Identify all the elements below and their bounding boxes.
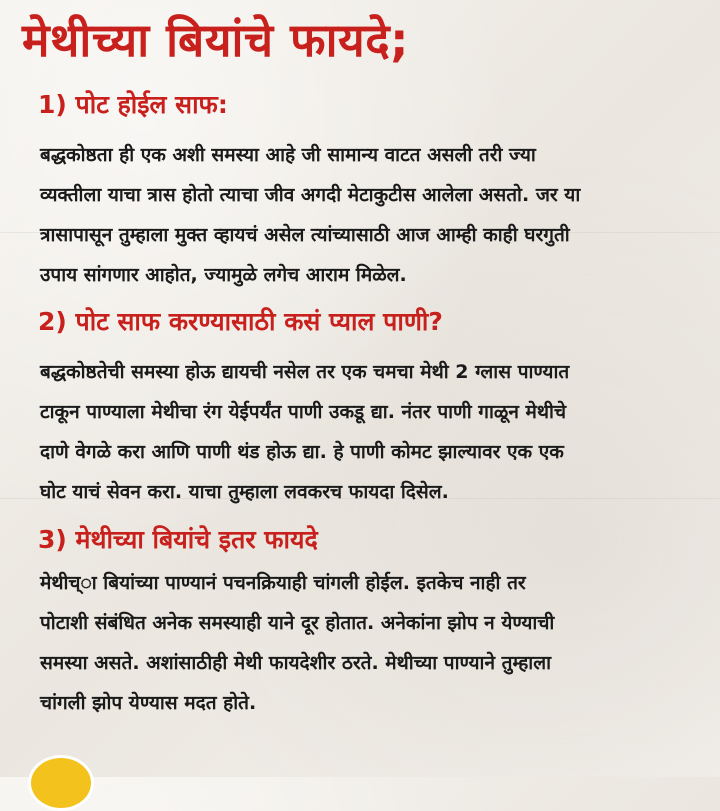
paragraph-line: पोटाशी संबंधित अनेक समस्याही याने दूर होतात. अनेकांना झोप न येण्याची bbox=[40, 612, 555, 634]
section-heading-3: 3) मेथीच्या बियांचे इतर फायदे bbox=[38, 525, 318, 554]
section-2-paragraph bbox=[40, 352, 680, 512]
paragraph-line: व्यक्तीला याचा त्रास होतो त्याचा जीव अगदी मेटाकुटीस आलेला असतो. जर या bbox=[40, 184, 581, 206]
paragraph-line: समस्या असते. अशांसाठीही मेथी फायदेशीर ठरते. मेथीच्या पाण्याने तुम्हाला bbox=[40, 652, 552, 674]
section-heading-2: 2) पोट साफ करण्यासाठी कसं प्याल पाणी? bbox=[38, 307, 443, 336]
page-title: मेथीच्या बियांचे फायदे; bbox=[22, 13, 410, 67]
paragraph-line: घोट याचं सेवन करा. याचा तुम्हाला लवकरच फायदा दिसेल. bbox=[40, 481, 449, 503]
paragraph-line: त्रासापासून तुम्हाला मुक्त व्हायचं असेल त्यांच्यासाठी आज आम्ही काही घरगुती bbox=[40, 224, 570, 246]
paragraph-line: टाकून पाण्याला मेथीचा रंग येईपर्यंत पाणी उकडू द्या. नंतर पाणी गाळून मेथीचे bbox=[40, 401, 567, 423]
paragraph-line: बद्धकोष्ठतेची समस्या होऊ द्यायची नसेल तर एक चमचा मेथी 2 ग्लास पाण्यात bbox=[40, 361, 570, 383]
paragraph-line: बद्धकोष्ठता ही एक अशी समस्या आहे जी सामान्य वाटत असली तरी ज्या bbox=[40, 144, 536, 166]
paragraph-line: मेथीच्ा बियांच्या पाण्यानं पचनक्रियाही चांगली होईल. इतकेच नाही तर bbox=[40, 572, 526, 594]
section-3-paragraph bbox=[40, 563, 680, 723]
paragraph-line: दाणे वेगळे करा आणि पाणी थंड होऊ द्या. हे पाणी कोमट झाल्यावर एक एक bbox=[40, 441, 564, 463]
section-heading-1: 1) पोट होईल साफ: bbox=[38, 90, 228, 119]
logo-badge bbox=[28, 755, 94, 811]
paragraph-line: चांगली झोप येण्यास मदत होते. bbox=[40, 692, 257, 714]
paragraph-line: उपाय सांगणार आहोत, ज्यामुळे लगेच आराम मिळेल. bbox=[40, 264, 407, 286]
section-1-paragraph bbox=[40, 135, 680, 295]
